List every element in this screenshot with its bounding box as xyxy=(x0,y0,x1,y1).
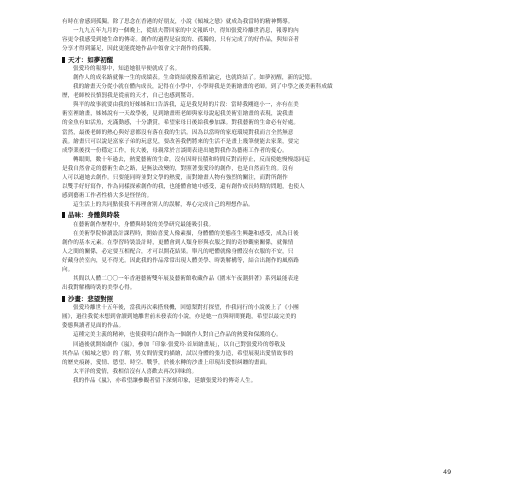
paragraph xyxy=(62,275,462,293)
page-number: 49 xyxy=(443,468,452,476)
text-line-content: 分享才得到滿足，因此更能從她作品中領會文字創作的孤獨。 xyxy=(62,46,215,53)
paragraph xyxy=(62,74,462,83)
text-line xyxy=(62,18,462,27)
text-line-content: 的金魚有如活魚，充滿動感，十分讚賞，希望家母日後給我參加課。對我藝術的生命必有好處。 xyxy=(62,120,300,127)
text-line-content: 容更令我感受到她生命的傳奇。創作的過程是寂寞的、孤獨的，只有完成了的好作品，與知音者 xyxy=(62,37,300,44)
text-line-content: 有時在會感到孤獨。除了思念在香港的好朋友，小說《傾城之戀》就成為我當時的精神嚮導。 xyxy=(62,19,294,25)
paragraph xyxy=(62,83,462,101)
text-line-content: 張愛玲離世十五年後，當我再次乘搭飛機，回憶梨對打探望，作我同行的小說後上了《小團 xyxy=(73,305,299,312)
text-line-content: 張愛玲的報導中，知道她很早便就成了名。 xyxy=(73,66,181,73)
paragraph xyxy=(62,18,462,27)
text-line-content: 轉眼間，數十年過去，熱愛藝術的生命，沒有因時長積和時間反對而停止，反而使她慢慢認同這 xyxy=(73,156,311,163)
text-line xyxy=(62,183,462,192)
text-line-content: 在藝術創作歷程中，身體與時裝的美學研究最能吸引我。 xyxy=(73,221,215,228)
paragraph xyxy=(62,341,462,368)
text-line-content: 回過後就開始創作《嵐》，參加「印象‧張愛玲‧首屆繪畫展」，以自己對張愛玲的尊敬及 xyxy=(73,341,286,348)
text-line xyxy=(62,74,462,83)
text-line-content: 其作品《傾城之戀》的了解，男女間情愛的描繪，試以身體的張力造，希望展現出愛情故事的 xyxy=(62,350,294,357)
text-line-content: 義。繪畫只可以說是富家子弟的玩意兒，要改善我們將來的生活不是畫上幾筆便能去家業，要完 xyxy=(62,138,300,145)
text-line xyxy=(62,331,462,340)
text-line xyxy=(62,248,462,257)
section-heading-text: 沙畫：悲望對照 xyxy=(68,294,114,303)
text-line-content: 人之間的關係，必定要互相配合，才可以開花結果。舉凡的吧體就像身體沒有衣服的不安，只 xyxy=(62,249,294,256)
text-line-content: 我的繪畫天分從小就在體內成長，記得在小學中，小學時我是美術繪畫的老師。到了中學之後美術科成績 xyxy=(73,84,333,91)
text-line xyxy=(62,83,462,92)
paragraph xyxy=(62,101,462,155)
paragraph xyxy=(62,368,462,377)
text-line-content: 的歷史痕跡，愛情、慾望、時空、戰爭，於後水轉的沙畫上印現出愛恨糾纏的畫面。 xyxy=(62,359,271,366)
text-line xyxy=(62,65,462,74)
text-line-content: 太平洋的愛情，我相信沒有人喜歡去再次回味的。 xyxy=(73,368,198,375)
section-heading-text: 天才：如夢初醒 xyxy=(68,55,114,64)
text-line xyxy=(62,27,462,36)
paragraph xyxy=(62,221,462,230)
page-body xyxy=(62,18,462,386)
section-heading xyxy=(62,294,462,304)
paragraph xyxy=(62,65,462,74)
paragraph xyxy=(62,201,462,210)
section-heading-text: 品味：身體與時裝 xyxy=(68,211,120,220)
text-line xyxy=(62,101,462,110)
heading-marker-icon xyxy=(62,212,65,218)
text-line-content: 當然，最後老師的熱心與好意都沒有落在我的生活。因為以當時的家庭環境對我而言全然無意 xyxy=(62,129,294,136)
text-line xyxy=(62,230,462,239)
text-line-content: 成學業後找一份穩定工作，長大後，母親常於言談間表達出她對我作為藝術工作者的憂心。 xyxy=(62,147,288,154)
text-line xyxy=(62,304,462,313)
text-line-content: 是我自然會走的藝術生命之路，是無法改變的，對照著張愛玲的創作，也是自然而生的。沒有 xyxy=(62,165,294,172)
text-line xyxy=(62,322,462,331)
text-line xyxy=(62,192,462,201)
paragraph xyxy=(62,230,462,275)
text-line-content: 這種完美主義的精神，也使我明白創作為一個創作人對自己作品的熱愛和保護的心。 xyxy=(73,332,282,339)
heading-marker-icon xyxy=(62,57,65,63)
paragraph xyxy=(62,156,462,201)
text-line-content: 這生活上的共同點使我不再理會別人的誤解，專心完成自己的理想作品。 xyxy=(73,201,254,208)
text-line-content: 我的作品《嵐》，亦希望讓參觀者留下深刻印象，延續張愛玲的傳奇人生。 xyxy=(73,377,257,384)
text-line xyxy=(62,138,462,147)
text-line-content: 人可以過她去創作。只要能同時並對文學的熱愛，而對繪畫人物有強烈的關注，而對所創作 xyxy=(62,174,288,181)
text-line-content: 一九九五年九月的一個晚上，從紐夫帶回家的中文報紙中，得知張愛玲離世消息，報導的內 xyxy=(73,28,299,35)
text-line xyxy=(62,119,462,128)
text-line xyxy=(62,36,462,45)
text-line xyxy=(62,110,462,119)
text-line-content: 與平的故事就要由我的好姊姊和口告訴我，這是我兒時的片段：當時我剛進小一，亦有在美 xyxy=(73,102,299,109)
section-heading xyxy=(62,55,462,65)
text-line-content: 向。 xyxy=(62,267,74,274)
text-line-content: 在美術學院修讀設計課程時，開始喜愛人像素描，身體體的美態產生興趣和感受，成為日後 xyxy=(73,230,299,237)
text-line xyxy=(62,284,462,293)
text-line-content: 歷，老師校長慎罰我是從前的天才，自己也感到驚奇。 xyxy=(62,93,198,100)
text-line-content: 以雙手好好寫作，作為同樣探索創作的我，也能體會她中感受，還有創作成長時期的問題，也使人 xyxy=(62,183,305,190)
text-line xyxy=(62,275,462,284)
text-line xyxy=(62,266,462,275)
paragraph xyxy=(62,27,462,54)
text-line xyxy=(62,313,462,322)
text-line-content: 出我對解構時裝的美學心得。 xyxy=(62,285,136,292)
text-line xyxy=(62,92,462,101)
text-line-content: 姿態與讀者見面的作品。 xyxy=(62,323,125,330)
text-line xyxy=(62,174,462,183)
text-line xyxy=(62,359,462,368)
text-line-content: 創作的基本元素。在學習時裝設計時，更體會到人類身形與衣服之間的奇妙觀密關係，就像情 xyxy=(62,240,294,247)
text-line xyxy=(62,257,462,266)
text-line xyxy=(62,377,462,386)
paragraph xyxy=(62,377,462,386)
section-heading xyxy=(62,210,462,220)
text-line-content: 術室裡繪畫，姊姊說有一天故學後，見到繪畫班老師與家母說起我美術室繪畫的表現，說我畫 xyxy=(62,111,294,118)
text-line xyxy=(62,129,462,138)
text-line xyxy=(62,201,462,210)
text-line xyxy=(62,350,462,359)
text-line xyxy=(62,45,462,54)
text-line-content: 其間以人體二〇〇一年香港藝術雙年展及藝術館收藏作品《圍末午夜潮拼著》系列最能表達 xyxy=(73,276,299,283)
text-line xyxy=(62,147,462,156)
heading-marker-icon xyxy=(62,296,65,302)
text-line-content: 圓》，過往我從未想到會讀到她離世前未發表的小說，亦是她一直與時間賽跑，希望以最完美的 xyxy=(62,314,297,321)
paragraph xyxy=(62,331,462,340)
paragraph xyxy=(62,304,462,331)
text-line xyxy=(62,165,462,174)
text-line-content: 感到藝術工作者性格大多是怪怪的。 xyxy=(62,192,153,199)
text-line xyxy=(62,221,462,230)
text-line-content: 創作人的成名路就像一生的成績表。生命終結就像蓋棺論定，也就終結了。如夢初醒，新的記憶。 xyxy=(73,75,316,82)
text-line xyxy=(62,368,462,377)
text-line-content: 好藏身於室內，見不得光。因此我的作品常常出現人體美學、時裝解構等，結合出創作的風格路 xyxy=(62,258,300,265)
text-line xyxy=(62,239,462,248)
text-line xyxy=(62,341,462,350)
text-line xyxy=(62,156,462,165)
